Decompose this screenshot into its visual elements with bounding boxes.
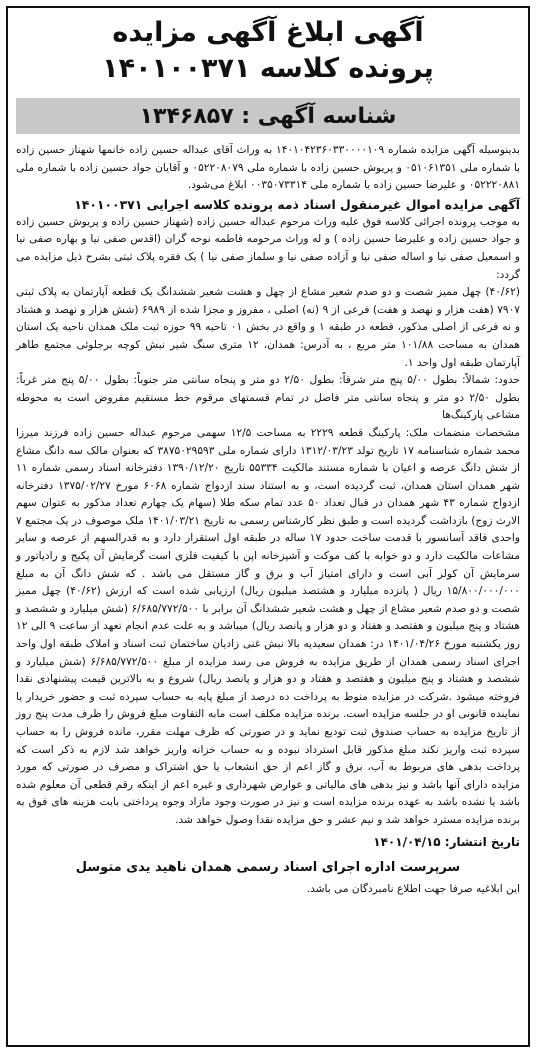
ad-id-banner xyxy=(16,98,520,134)
signature: سرپرست اداره اجرای اسناد رسمی همدان ناهید یدی متوسل xyxy=(75,860,461,876)
paragraph-case: به موجب پرونده اجرائی کلاسه فوق علیه وراث مرحوم عبداله حسین زاده (شهناز حسین زاده و پریوش حسین زاده و جواد حسین زاده و علیرضا حسین زاده ) و له وراث مرحومه فاطمه نوحه گران (اقدس صفی نیا و بهاره صفی نیا و اسمعیل صفی نیا و اساله صفی نیا و آزاده صفی نیا و سلماز صفی نیا ) یک فقره پلاک ثبتی بشرح ذیل مزایده می گردد: xyxy=(16,215,520,281)
paragraph-property: (۴۰/۶۲) چهل ممیز شصت و دو صدم شعیر مشاع از چهل و هشت شعیر ششدانگ یک قطعه آپارتمان به پلاک ثبتی ۷۹۰۷ (هفت هزار و نهصد و هفت) فرعی از ۹ (نه) اصلی ، مفروز و مجزا شده از ۶۹۸۹ (شش هزار و نهصد و هشتاد و نه فرعی از اصلی مذکور، قطعه در طبقه ۱ و واقع در بخش ۰۱ تاحیه ۹۹ حوزه ثبت ملک همدان ناحیه یک استان همدان به مساحت ۱۰۱/۸۸ متر مربع ، به آدرس: همدان، ۱۲ متری سنگ شیر نبش کوچه برجلوئی مجتمع طاهر آپارتمان طبقه اول واحد ۱. xyxy=(16,286,521,369)
notice-body xyxy=(8,138,528,898)
ad-id-label: شناسه آگهی : ۱۳۴۶۸۵۷ xyxy=(139,103,397,129)
paragraph-boundaries: حدود: شمالاً: بطول ۵/۰۰ پنج متر شرقاً: بطول ۲/۵۰ دو متر و پنجاه سانتی متر جنوباً: بطول ۵/۰۰ پنج متر غرباً: بطول ۲/۵۰ دو متر و پنجاه سانتی متر فاصل در تمام قسمتهای مرقوم خط مستقیم مفروض است به محوطه مشاعی پارکینگ‌ها xyxy=(16,374,520,422)
notice-frame xyxy=(6,6,530,1047)
case-number-title: پرونده کلاسه ۱۴۰۱۰۰۳۷۱ xyxy=(102,53,434,84)
footnote: این ابلاغیه صرفا جهت اطلاع نامبردگان می باشد. xyxy=(306,882,520,895)
auction-subtitle: آگهی مزایده اموال غیرمنقول اسناد ذمه پرونده کلاسه اجرایی ۱۴۰۱۰۰۳۷۱ xyxy=(74,196,520,212)
intro-paragraph: بدینوسیله آگهی مزایده شماره ۱۴۰۱۰۴۲۳۶۰۳۳۰۰۰۰۱۰۹ به وراث آقای عبداله حسین زاده خانمها شهناز حسین زاده با شماره ملی ۰۵۱۰۶۱۳۵۱ و پریوش حسین زاده با شماره ملی ۰۵۲۲۰۸۰۷۹ و آقایان جواد حسین زاده با شماره ملی ۰۵۲۲۲۰۸۸۱ و علیرضا حسین زاده با شماره ملی ۰۰۳۵۰۷۳۳۱۴ ابلاغ می‌شود. xyxy=(16,144,521,192)
publish-date: تاریخ انتشار: ۱۴۰۱/۰۴/۱۵ xyxy=(373,834,520,849)
notice-title: آگهی ابلاغ آگهی مزایده xyxy=(112,17,424,48)
paragraph-details: مشخصات منضمات ملک: پارکینگ قطعه ۲۲۲۹ به مساحت ۱۲/۵ سهمی مرحوم عبداله حسین زاده فرزند میرزا محمد شماره شناسنامه ۱۷ تاریخ تولد ۱۳۱۲/۰۳/۲۳ دارای شماره ملی ۳۸۷۵۰۲۹۵۹۳ که بعنوان مالک سه دانگ مشاع از شش دانگ عرصه و اعیان با شماره مستند مالکیت ۵۵۳۳۴ تاریخ ۱۳۹۰/۱۲/۲۰ دفترخانه اسناد رسمی شماره ۱۱ شهر همدان استان همدان، ثبت گردیده است، و به استناد سند ازدواج شماره ۶۰۶۸ مورخ ۱۳۷۵/۰۲/۲۷ دفترخانه ازدواج شماره ۴۳ شهر همدان در قبال تعداد ۵۰ عدد تمام سکه طلا (سهام یک چهارم تعداد مذکور به عنوان سهم الارث زوج) بازداشت گردیده است و طبق نظر کارشناس رسمی به تاریخ ۱۴۰۱/۰۳/۲۱ ملک موصوف در یک مجتمع ۷ واحدی فاقد آسانسور با قدمت ساخت حدود ۱۷ ساله در طبقه اول استقرار دارد و به قدرالسهم از عرصه و سایر مشاعات مالکیت دارد و دو خوابه با کف موکت و آشپزخانه اپن با کیفیت فلزی است گرمایش آن پکیج و رادیاتور و سرمایش آن کولر آبی است و دارای امتیاز آب و برق و گاز مستقل می باشد . که شش دانگ آن به مبلغ ۱۵/۸۰۰/۰۰۰/۰۰۰ ریال ( پانزده میلیارد و هشتصد میلیون ریال) ارزیابی شده است که ارزش (۴۰/۶۲) چهل ممیز شصت و دو صدم شعیر مشاع از چهل و هشت شعیر ششدانگ آن برابر با ۶/۶۸۵/۷۷۲/۵۰۰ (شش میلیارد و ششصد و هشتاد و پنج میلیون و هفتصد و هفتاد و دو هزار و پانصد ریال) میباشد و به علت عدم انجام تعهد از ساعت ۹ الی ۱۲ روز یکشنبه مورخ ۱۴۰۱/۰۴/۲۶ در: همدان سعیدیه بالا نبش غنی زادیان ساختمان ثبت اسناد و املاک طبقه اول واحد اجرای اسناد رسمی همدان از طریق مزایده به فروش می رسد مزایده از مبلغ ۶/۶۸۵/۷۷۲/۵۰۰ (شش میلیارد و ششصد و هشتاد و پنج میلیون و هفتصد و هفتاد و دو هزار و پانصد ریال) شروع و به بالاترین قیمت پیشنهادی نقدا فروخته میشود .شرکت در مزایده منوط به پرداخت ده درصد از مبلغ پایه به حساب سپرده ثبت و حضور خریدار یا نماینده قانونی او در جلسه مزایده است. برنده مزایده مکلف است مابه التفاوت مبلغ فروش را ظرف مدت پنج روز از تاریخ مزایده به حساب صندوق ثبت تودیع نماید و در صورتی که ظرف مهلت مقرر، مانده فروش را به حساب سپرده ثبت واریز نکند مبلغ مذکور قابل استرداد نبوده و به حساب خزانه واریز خواهد شد لازم به ذکر است که پرداخت بدهی های مربوط به آب، برق و گاز اعم از حق انشعاب یا حق اشتراک و مصرف در صورتی که مورد مزایده دارای آنها باشد و نیز بدهی های مالیاتی و عوارض شهرداری و غیره اعم از اینکه رقم قطعی آن معلوم شده باشد یا نشده باشد به عهده برنده مزایده است و نیز در صورت وجود مازاد وجوه پرداختی بابت هزینه های فوق به برنده مزایده مسترد خواهد شد و نیم عشر و حق مزایده نقدا وصول خواهد شد. xyxy=(16,426,521,826)
